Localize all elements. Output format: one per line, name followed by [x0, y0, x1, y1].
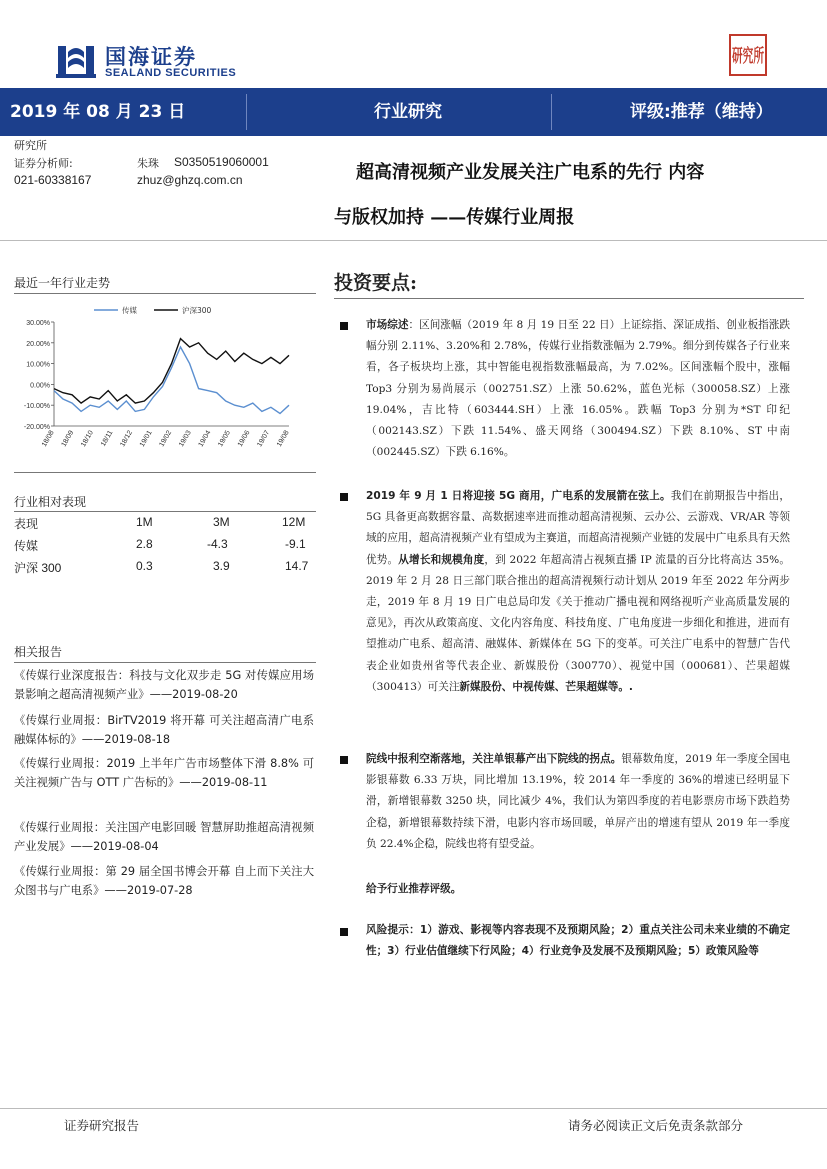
y-tick-label: -20.00% [23, 424, 50, 431]
report-title-line1: 超高清视频产业发展关注广电系的先行 内容 [356, 162, 705, 183]
x-tick-label: 19/01 [138, 429, 154, 449]
footer-right: 请务必阅读正文后免责条款部分 [568, 1118, 744, 1133]
series-line-0 [54, 347, 289, 414]
perf-col-1m: 1M [136, 515, 153, 529]
series-line-1 [54, 339, 289, 404]
bullet-icon [340, 756, 348, 764]
x-tick-label: 18/12 [119, 429, 135, 449]
5g-paragraph: 2019 年 9 月 1 日将迎接 5G 商用，广电系的发展箭在弦上。我们在前期报告中指出，5G 具备更高数据容量、高数据速率进而推动超高清视频、云办公、云游戏、VR/AR 等领域的应用，超高清视频产业有望成为主赛道，而超高清视频产业链的发展中广电系具有天然优势。从增长和规模角度，到 2022 年超高清占视频直播 IP 流量的百分比将高达 35%。2019 年 2 月 28 日三部门联合推出的超高清视频行动计划从 2019 年至 2022 年分两步走，2019 年 8 月 19 日广电总局印发《关于推动广播电视和网络视听产业高质量发展的意见》，再次从政策高度、文化内容角度、科技角度、广电角度进一步细化和推进，进而有望推动广电系、超高清、融媒体、新媒体在 5G 下的变革。可关注广电系中的智慧广告代表企业如贵州省等代表企业、新媒股份（300770）、视觉中国（000681）、芒果超媒（300413）可关注新媒股份、中视传媒、芒果超媒等。. [366, 490, 791, 693]
bullet-icon [340, 322, 348, 330]
industry-trend-chart [14, 298, 314, 460]
related-report-item: 《传媒行业周报：第 29 届全国书博会开幕 自上而下关注大众图书与广电系》——2019-07-28 [14, 865, 314, 897]
analyst-cert-no: S0350519060001 [174, 155, 269, 169]
related-report-item: 《传媒行业周报：关注国产电影回暖 智慧屏助推超高清视频产业发展》——2019-08-04 [14, 821, 314, 853]
legend-label-1: 沪深300 [182, 306, 212, 315]
header-band [0, 88, 827, 136]
related-report-item: 《传媒行业周报：2019 上半年广告市场整体下滑 8.8% 可关注视频广告与 OTT 广告标的》——2019-08-11 [14, 757, 314, 789]
related-report-item: 《传媒行业深度报告：科技与文化双步走 5G 对传媒应用场景影响之超高清视频产业》——2019-08-20 [14, 669, 314, 701]
perf-cell: 0.3 [136, 559, 153, 573]
bullet-icon [340, 928, 348, 936]
perf-cell: 3.9 [213, 559, 230, 573]
bullet-icon [340, 493, 348, 501]
y-tick-label: 20.00% [26, 340, 50, 348]
rating-paragraph: 给予行业推荐评级。 [366, 883, 462, 895]
x-tick-label: 19/06 [236, 429, 252, 449]
related-heading: 相关报告 [14, 645, 63, 659]
legend-label-0: 传媒 [122, 306, 137, 315]
trend-heading: 最近一年行业走势 [14, 276, 111, 290]
perf-cell: 14.7 [285, 559, 309, 573]
analyst-phone: 021-60338167 [14, 173, 92, 187]
perf-cell: -9.1 [285, 537, 306, 551]
x-tick-label: 19/07 [256, 429, 272, 449]
y-tick-label: 10.00% [26, 361, 50, 369]
x-tick-label: 19/04 [197, 429, 213, 449]
cinema-paragraph: 院线中报利空渐落地，关注单银幕产出下院线的拐点。银幕数角度，2019 年一季度全国电影银幕数 6.33 万块，同比增加 13.19%，较 2014 年一季度的 36%的增速已经明显下滑，新增银幕数 3250 块，同比减少 4%，我们认为第四季度的若电影票房市场下跌趋势企稳，新增银幕数持续下滑，电影内容市场回暖，单屏产出的增速有望从 2019 年一季度负 22.4%企稳，院线也将有望受益。 [366, 753, 791, 850]
x-tick-label: 18/10 [80, 429, 95, 449]
perf-col-3m: 3M [213, 515, 230, 529]
x-tick-label: 19/03 [177, 429, 193, 449]
x-tick-label: 19/08 [275, 429, 291, 449]
perf-cell: 沪深 300 [14, 561, 62, 575]
x-tick-label: 18/11 [99, 429, 115, 448]
related-report-item: 《传媒行业周报：BirTV2019 将开幕 可关注超高清广电系 融媒体标的》——2019-08-18 [14, 714, 314, 746]
logo-mark-icon [54, 40, 98, 80]
report-date: 2019 年 08 月 23 日 [10, 102, 186, 122]
y-tick-label: 0.00% [30, 382, 50, 390]
perf-cell: -4.3 [207, 537, 228, 551]
y-tick-label: -10.00% [23, 403, 50, 411]
report-type: 行业研究 [374, 102, 442, 122]
x-tick-label: 18/09 [60, 429, 76, 449]
perf-row-hs300 [14, 559, 314, 579]
logo-chinese-name: 国海证券 [105, 45, 197, 69]
footer-left: 证券研究报告 [64, 1118, 140, 1133]
perf-heading: 行业相对表现 [14, 495, 87, 509]
analyst-email: zhuz@ghzq.com.cn [137, 173, 243, 187]
market-summary-paragraph: 市场综述：区间涨幅（2019 年 8 月 19 日至 22 日）上证综指、深证成指、创业板指涨跌幅分别 2.11%、3.20%和 2.78%，传媒行业指数涨幅为 2.79%。细分到传媒各子行业来看，各子板块均上涨，其中智能电视指数涨幅最高，为 7.02%。区间涨幅个股中，涨幅 Top3 分别为易尚展示（002751.SZ）上涨 50.62%，蓝色光标（300058.SZ）上涨 19.04%，吉比特（603444.SH）上涨 16.05%。跌幅 Top3 分别为*ST 印纪（002143.SZ）下跌 11.54%、盛天网络（300494.SZ）下跌 8.10%、ST 中南（002445.SZ）下跌 6.16%。 [366, 319, 791, 459]
analyst-name: 朱珠 [137, 157, 159, 170]
x-tick-label: 19/02 [158, 429, 174, 449]
risk-paragraph: 风险提示：1）游戏、影视等内容表现不及预期风险；2）重点关注公司未来业绩的不确定性；3）行业估值继续下行风险；4）行业竞争及发展不及预期风险；5）政策风险等 [366, 924, 790, 958]
investment-points-heading: 投资要点: [334, 272, 418, 294]
perf-cell: 2.8 [136, 537, 153, 551]
perf-header-row [14, 515, 314, 535]
report-rating: 评级:推荐（维持） [630, 102, 773, 122]
analyst-dept: 研究所 [14, 139, 47, 152]
analyst-role-label: 证券分析师: [14, 157, 73, 170]
logo-english-name: SEALAND SECURITIES [105, 67, 237, 79]
perf-col-label: 表现 [14, 517, 39, 531]
perf-cell: 传媒 [14, 539, 39, 553]
report-title-line2: 与版权加持 ——传媒行业周报 [334, 207, 575, 228]
svg-text:研究所: 研究所 [732, 46, 786, 67]
x-tick-label: 18/08 [40, 429, 56, 449]
x-tick-label: 19/05 [217, 429, 232, 449]
research-institute-stamp [729, 34, 786, 76]
perf-col-12m: 12M [282, 515, 306, 529]
perf-row-media [14, 537, 314, 557]
seal-stamp-icon [729, 34, 786, 76]
company-logo [54, 40, 98, 80]
y-tick-label: 30.00% [26, 320, 50, 327]
